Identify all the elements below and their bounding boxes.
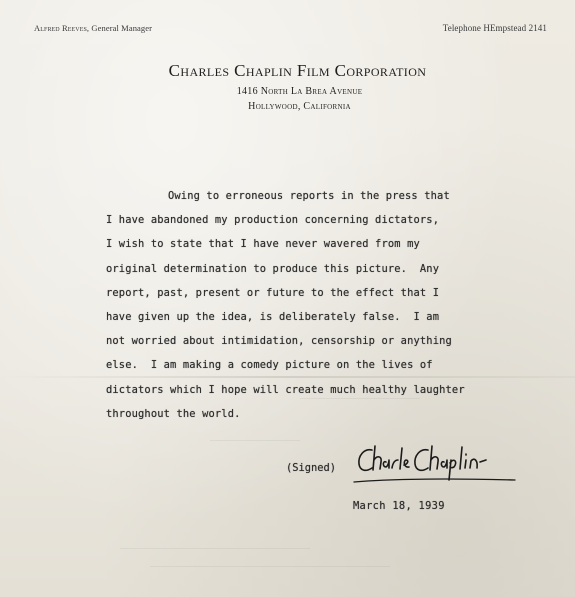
body-line: throughout the world. bbox=[106, 407, 241, 420]
body-line: I wish to state that I have never wavered from my bbox=[106, 238, 420, 251]
bleed-through-mark bbox=[120, 548, 310, 549]
bleed-through-mark bbox=[210, 440, 300, 441]
telephone-line: Telephone HEmpstead 2141 bbox=[442, 23, 547, 33]
bleed-through-mark bbox=[150, 566, 390, 567]
manager-title: , General Manager bbox=[86, 23, 153, 33]
body-line: not worried about intimidation, censorship or anything bbox=[106, 335, 452, 348]
letter-date: March 18, 1939 bbox=[353, 500, 445, 512]
manager-name: Alfred Reeves bbox=[34, 23, 87, 33]
general-manager-line bbox=[34, 23, 152, 33]
body-line: I have abandoned my production concerning dictators, bbox=[106, 214, 440, 227]
body-line: Owing to erroneous reports in the press that bbox=[168, 190, 450, 202]
company-name: Charles Chaplin Film Corporation bbox=[168, 61, 427, 80]
body-line: have given up the idea, is deliberately false. I am bbox=[106, 311, 440, 324]
body-line: original determination to produce this picture. Any bbox=[106, 262, 440, 275]
address-street: 1416 North La Brea Avenue bbox=[236, 86, 363, 97]
signed-label: (Signed) bbox=[286, 462, 337, 474]
handwritten-signature bbox=[350, 438, 525, 490]
body-line: report, past, present or future to the effect that I bbox=[106, 286, 440, 299]
letter-body bbox=[106, 184, 546, 426]
body-line: else. I am making a comedy picture on the lives of bbox=[106, 359, 433, 372]
body-line: dictators which I hope will create much healthy laughter bbox=[106, 383, 465, 396]
address-city: Hollywood, California bbox=[248, 101, 351, 112]
